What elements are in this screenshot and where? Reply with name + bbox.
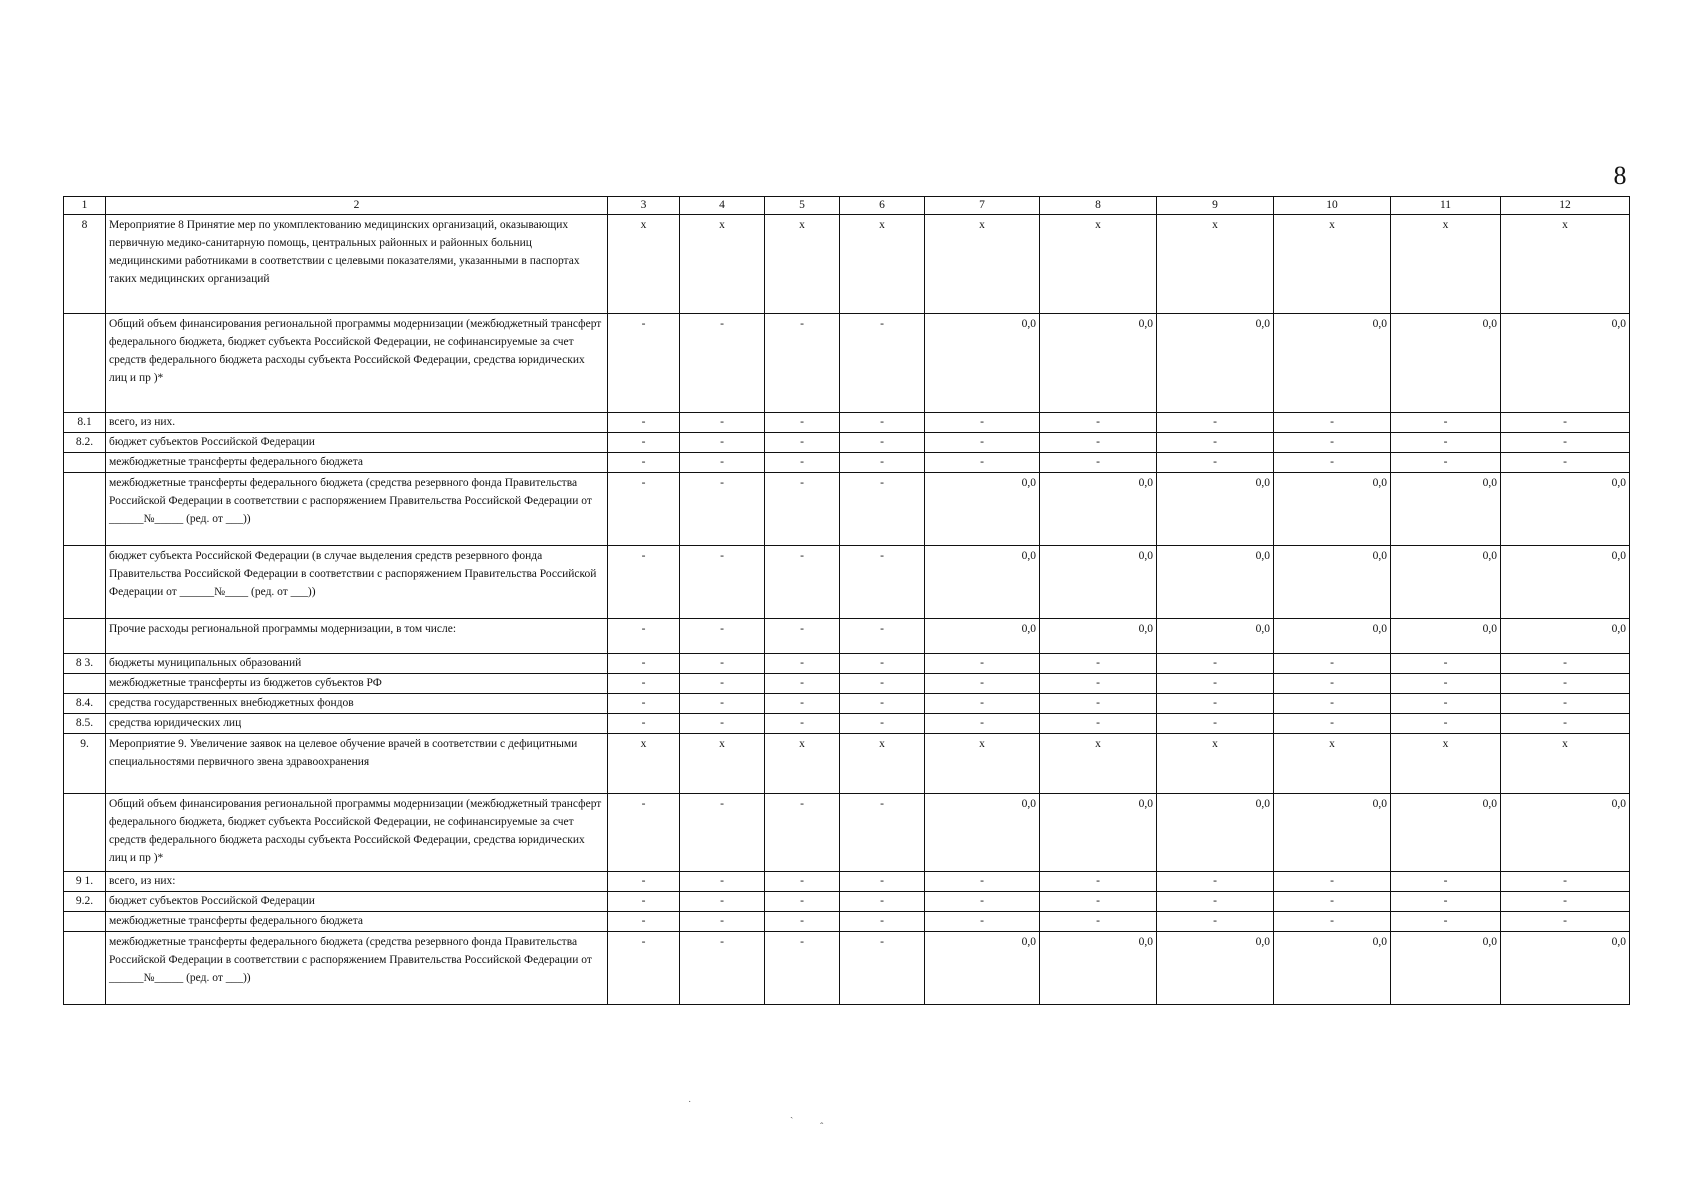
value-cell: - <box>840 912 925 932</box>
row-description: всего, из них. <box>106 413 608 433</box>
value-cell: - <box>1040 433 1157 453</box>
value-cell: - <box>680 674 765 694</box>
value-cell: - <box>765 912 840 932</box>
value-cell: - <box>1391 413 1501 433</box>
column-header: 2 <box>106 197 608 215</box>
column-header: 12 <box>1501 197 1630 215</box>
value-cell: 0,0 <box>1040 794 1157 872</box>
value-cell: - <box>765 674 840 694</box>
table-row <box>64 714 1630 734</box>
value-cell: - <box>840 892 925 912</box>
value-cell: 0,0 <box>1157 794 1274 872</box>
value-cell: - <box>680 453 765 473</box>
value-cell: - <box>1157 892 1274 912</box>
value-cell: - <box>608 546 680 619</box>
column-header: 11 <box>1391 197 1501 215</box>
value-cell: - <box>1157 413 1274 433</box>
value-cell: - <box>765 619 840 654</box>
row-description: межбюджетные трансферты из бюджетов субъектов РФ <box>106 674 608 694</box>
value-cell: - <box>608 314 680 413</box>
value-cell: - <box>765 932 840 1005</box>
value-cell: - <box>1274 912 1391 932</box>
value-cell: 0,0 <box>1274 794 1391 872</box>
value-cell: 0,0 <box>1274 314 1391 413</box>
value-cell: 0,0 <box>1157 314 1274 413</box>
row-number: 8.1 <box>64 413 106 433</box>
value-cell: - <box>1157 453 1274 473</box>
value-cell: - <box>1040 912 1157 932</box>
value-cell: 0,0 <box>1040 473 1157 546</box>
value-cell: - <box>840 546 925 619</box>
value-cell: - <box>608 473 680 546</box>
row-number <box>64 674 106 694</box>
value-cell: - <box>1157 433 1274 453</box>
value-cell: - <box>608 872 680 892</box>
value-cell: - <box>840 453 925 473</box>
row-description: всего, из них: <box>106 872 608 892</box>
row-number <box>64 473 106 546</box>
value-cell: - <box>680 872 765 892</box>
value-cell: - <box>680 892 765 912</box>
value-cell: - <box>1274 872 1391 892</box>
value-cell: - <box>1501 433 1630 453</box>
value-cell: 0,0 <box>1391 932 1501 1005</box>
value-cell: - <box>680 694 765 714</box>
value-cell: 0,0 <box>1501 619 1630 654</box>
table-row <box>64 433 1630 453</box>
column-header: 10 <box>1274 197 1391 215</box>
table-body <box>64 215 1630 1005</box>
value-cell: 0,0 <box>1501 794 1630 872</box>
value-cell: - <box>680 413 765 433</box>
value-cell: 0,0 <box>1157 619 1274 654</box>
value-cell: - <box>925 674 1040 694</box>
value-cell: x <box>608 734 680 794</box>
table-row <box>64 872 1630 892</box>
row-number: 9.2. <box>64 892 106 912</box>
row-number: 8.4. <box>64 694 106 714</box>
value-cell: - <box>1274 433 1391 453</box>
value-cell: - <box>1157 912 1274 932</box>
value-cell: x <box>608 215 680 314</box>
row-number: 9. <box>64 734 106 794</box>
value-cell: - <box>680 619 765 654</box>
value-cell: - <box>608 433 680 453</box>
column-header: 7 <box>925 197 1040 215</box>
value-cell: - <box>608 694 680 714</box>
value-cell: - <box>1040 872 1157 892</box>
value-cell: - <box>1040 413 1157 433</box>
value-cell: 0,0 <box>1501 932 1630 1005</box>
value-cell: - <box>765 473 840 546</box>
table-row <box>64 794 1630 872</box>
row-number <box>64 912 106 932</box>
table-row <box>64 674 1630 694</box>
value-cell: x <box>1391 215 1501 314</box>
value-cell: - <box>1157 872 1274 892</box>
value-cell: - <box>925 694 1040 714</box>
value-cell: - <box>1274 694 1391 714</box>
value-cell: - <box>840 872 925 892</box>
value-cell: - <box>1040 654 1157 674</box>
value-cell: - <box>1274 674 1391 694</box>
column-header: 9 <box>1157 197 1274 215</box>
value-cell: 0,0 <box>1040 314 1157 413</box>
value-cell: 0,0 <box>1274 546 1391 619</box>
value-cell: - <box>1501 694 1630 714</box>
row-description: Прочие расходы региональной программы модернизации, в том числе: <box>106 619 608 654</box>
value-cell: 0,0 <box>925 546 1040 619</box>
value-cell: - <box>680 314 765 413</box>
value-cell: x <box>765 734 840 794</box>
value-cell: - <box>1391 912 1501 932</box>
value-cell: - <box>925 912 1040 932</box>
value-cell: 0,0 <box>1501 546 1630 619</box>
value-cell: 0,0 <box>1391 619 1501 654</box>
value-cell: - <box>608 413 680 433</box>
value-cell: x <box>680 215 765 314</box>
value-cell: 0,0 <box>925 314 1040 413</box>
value-cell: - <box>925 892 1040 912</box>
row-description: межбюджетные трансферты федерального бюджета <box>106 912 608 932</box>
page-number: 8 <box>1613 161 1627 190</box>
value-cell: - <box>1040 892 1157 912</box>
value-cell: x <box>1040 734 1157 794</box>
table-row <box>64 654 1630 674</box>
value-cell: - <box>1501 674 1630 694</box>
value-cell: - <box>1391 674 1501 694</box>
value-cell: - <box>840 714 925 734</box>
value-cell: - <box>1040 674 1157 694</box>
value-cell: - <box>608 619 680 654</box>
value-cell: - <box>840 674 925 694</box>
scan-artifact: ˙ <box>688 1100 692 1111</box>
value-cell: - <box>1274 654 1391 674</box>
value-cell: x <box>1501 734 1630 794</box>
value-cell: - <box>1040 694 1157 714</box>
table-row <box>64 314 1630 413</box>
table-row <box>64 892 1630 912</box>
column-header: 5 <box>765 197 840 215</box>
column-header: 3 <box>608 197 680 215</box>
value-cell: x <box>840 215 925 314</box>
value-cell: - <box>925 654 1040 674</box>
value-cell: - <box>608 654 680 674</box>
value-cell: 0,0 <box>1391 314 1501 413</box>
value-cell: 0,0 <box>1501 473 1630 546</box>
row-number: 8 3. <box>64 654 106 674</box>
value-cell: - <box>1501 654 1630 674</box>
value-cell: x <box>680 734 765 794</box>
value-cell: - <box>840 932 925 1005</box>
column-number-row <box>64 197 1630 215</box>
value-cell: - <box>925 714 1040 734</box>
value-cell: - <box>1391 892 1501 912</box>
row-number <box>64 314 106 413</box>
value-cell: - <box>840 794 925 872</box>
row-description: бюджет субъектов Российской Федерации <box>106 433 608 453</box>
table-row <box>64 694 1630 714</box>
value-cell: x <box>1274 734 1391 794</box>
value-cell: 0,0 <box>1501 314 1630 413</box>
value-cell: - <box>765 546 840 619</box>
table-row <box>64 734 1630 794</box>
scan-artifact: ˏ <box>790 1108 794 1119</box>
value-cell: x <box>765 215 840 314</box>
value-cell: - <box>765 694 840 714</box>
value-cell: 0,0 <box>1040 619 1157 654</box>
value-cell: - <box>765 413 840 433</box>
value-cell: - <box>608 892 680 912</box>
value-cell: x <box>1157 734 1274 794</box>
value-cell: - <box>680 714 765 734</box>
table-row <box>64 413 1630 433</box>
value-cell: x <box>925 734 1040 794</box>
table-row <box>64 215 1630 314</box>
value-cell: - <box>765 714 840 734</box>
value-cell: - <box>840 433 925 453</box>
value-cell: - <box>1274 892 1391 912</box>
value-cell: 0,0 <box>1157 546 1274 619</box>
value-cell: x <box>1391 734 1501 794</box>
column-header: 1 <box>64 197 106 215</box>
value-cell: - <box>1391 433 1501 453</box>
value-cell: - <box>765 433 840 453</box>
value-cell: 0,0 <box>1274 932 1391 1005</box>
row-description: межбюджетные трансферты федерального бюджета (средства резервного фонда Правительства Российской Федерации в соответствии с распоряжением Правительства Российской Федерации от ______№_____ (ред. от ___)) <box>106 932 608 1005</box>
value-cell: - <box>608 912 680 932</box>
value-cell: - <box>680 433 765 453</box>
value-cell: - <box>1391 654 1501 674</box>
table-row <box>64 473 1630 546</box>
value-cell: - <box>1501 413 1630 433</box>
row-description: Общий объем финансирования региональной программы модернизации (межбюджетный трансферт федерального бюджета, бюджет субъекта Российской Федерации, не софинансируемые за счет средств федерального бюджета расходы субъекта Российской Федерации, средства юридических лиц и пр )* <box>106 314 608 413</box>
row-description: Общий объем финансирования региональной программы модернизации (межбюджетный трансферт федерального бюджета, бюджет субъекта Российской Федерации, не софинансируемые за счет средств федерального бюджета расходы субъекта Российской Федерации, средства юридических лиц и пр )* <box>106 794 608 872</box>
row-number <box>64 453 106 473</box>
value-cell: - <box>1157 714 1274 734</box>
value-cell: - <box>1391 872 1501 892</box>
value-cell: - <box>680 912 765 932</box>
value-cell: - <box>1501 872 1630 892</box>
row-number: 8.2. <box>64 433 106 453</box>
value-cell: x <box>1501 215 1630 314</box>
value-cell: - <box>765 872 840 892</box>
column-header: 6 <box>840 197 925 215</box>
value-cell: - <box>765 892 840 912</box>
row-number <box>64 619 106 654</box>
value-cell: 0,0 <box>1157 473 1274 546</box>
table-row <box>64 932 1630 1005</box>
value-cell: - <box>840 694 925 714</box>
value-cell: - <box>680 473 765 546</box>
row-number: 9 1. <box>64 872 106 892</box>
value-cell: - <box>1391 714 1501 734</box>
value-cell: - <box>765 314 840 413</box>
value-cell: - <box>1157 654 1274 674</box>
row-description: средства государственных внебюджетных фондов <box>106 694 608 714</box>
row-description: бюджет субъекта Российской Федерации (в случае выделения средств резервного фонда Правительства Российской Федерации в соответствии с распоряжением Правительства Российской Федерации от ______№____ (ред. от ___)) <box>106 546 608 619</box>
value-cell: - <box>1274 453 1391 473</box>
value-cell: 0,0 <box>925 794 1040 872</box>
value-cell: - <box>1157 674 1274 694</box>
value-cell: - <box>840 473 925 546</box>
table-row <box>64 912 1630 932</box>
value-cell: - <box>925 433 1040 453</box>
value-cell: - <box>925 413 1040 433</box>
value-cell: 0,0 <box>1040 546 1157 619</box>
value-cell: - <box>608 932 680 1005</box>
value-cell: - <box>840 654 925 674</box>
value-cell: 0,0 <box>1274 473 1391 546</box>
value-cell: 0,0 <box>1391 546 1501 619</box>
row-number <box>64 794 106 872</box>
value-cell: - <box>680 654 765 674</box>
value-cell: - <box>765 794 840 872</box>
value-cell: - <box>1157 694 1274 714</box>
value-cell: - <box>1501 892 1630 912</box>
row-description: Мероприятие 9. Увеличение заявок на целевое обучение врачей в соответствии с дефицитными специальностями первичного звена здравоохранения <box>106 734 608 794</box>
value-cell: - <box>1391 694 1501 714</box>
value-cell: - <box>765 453 840 473</box>
value-cell: - <box>680 932 765 1005</box>
value-cell: 0,0 <box>1391 473 1501 546</box>
value-cell: - <box>1501 714 1630 734</box>
value-cell: - <box>1040 453 1157 473</box>
column-header: 4 <box>680 197 765 215</box>
value-cell: x <box>1040 215 1157 314</box>
table-row <box>64 619 1630 654</box>
row-description: бюджет субъектов Российской Федерации <box>106 892 608 912</box>
value-cell: - <box>1274 413 1391 433</box>
row-number: 8.5. <box>64 714 106 734</box>
value-cell: x <box>925 215 1040 314</box>
row-description: межбюджетные трансферты федерального бюджета (средства резервного фонда Правительства Российской Федерации в соответствии с распоряжением Правительства Российской Федерации от ______№_____ (ред. от ___)) <box>106 473 608 546</box>
value-cell: 0,0 <box>1391 794 1501 872</box>
value-cell: - <box>608 453 680 473</box>
value-cell: - <box>608 674 680 694</box>
value-cell: - <box>840 413 925 433</box>
row-description: средства юридических лиц <box>106 714 608 734</box>
value-cell: x <box>840 734 925 794</box>
value-cell: x <box>1157 215 1274 314</box>
value-cell: - <box>608 714 680 734</box>
value-cell: 0,0 <box>925 619 1040 654</box>
value-cell: - <box>680 546 765 619</box>
value-cell: - <box>1274 714 1391 734</box>
value-cell: 0,0 <box>1274 619 1391 654</box>
value-cell: - <box>925 872 1040 892</box>
column-header: 8 <box>1040 197 1157 215</box>
row-description: бюджеты муниципальных образований <box>106 654 608 674</box>
value-cell: 0,0 <box>925 473 1040 546</box>
row-number <box>64 932 106 1005</box>
value-cell: - <box>1040 714 1157 734</box>
row-number: 8 <box>64 215 106 314</box>
value-cell: - <box>1501 453 1630 473</box>
table-row <box>64 546 1630 619</box>
value-cell: 0,0 <box>1040 932 1157 1005</box>
value-cell: 0,0 <box>925 932 1040 1005</box>
table-row <box>64 453 1630 473</box>
row-description: Мероприятие 8 Принятие мер по укомплектованию медицинских организаций, оказывающих первичную медико-санитарную помощь, центральных районных и районных больниц медицинскими работниками в соответствии с целевыми показателями, указанными в паспортах таких медицинских организаций <box>106 215 608 314</box>
value-cell: - <box>1391 453 1501 473</box>
value-cell: - <box>840 619 925 654</box>
value-cell: - <box>765 654 840 674</box>
row-number <box>64 546 106 619</box>
value-cell: x <box>1274 215 1391 314</box>
value-cell: - <box>608 794 680 872</box>
value-cell: - <box>1501 912 1630 932</box>
value-cell: 0,0 <box>1157 932 1274 1005</box>
row-description: межбюджетные трансферты федерального бюджета <box>106 453 608 473</box>
scan-artifact: ˆ <box>820 1122 824 1133</box>
value-cell: - <box>925 453 1040 473</box>
value-cell: - <box>680 794 765 872</box>
financing-table <box>63 196 1630 1005</box>
value-cell: - <box>840 314 925 413</box>
